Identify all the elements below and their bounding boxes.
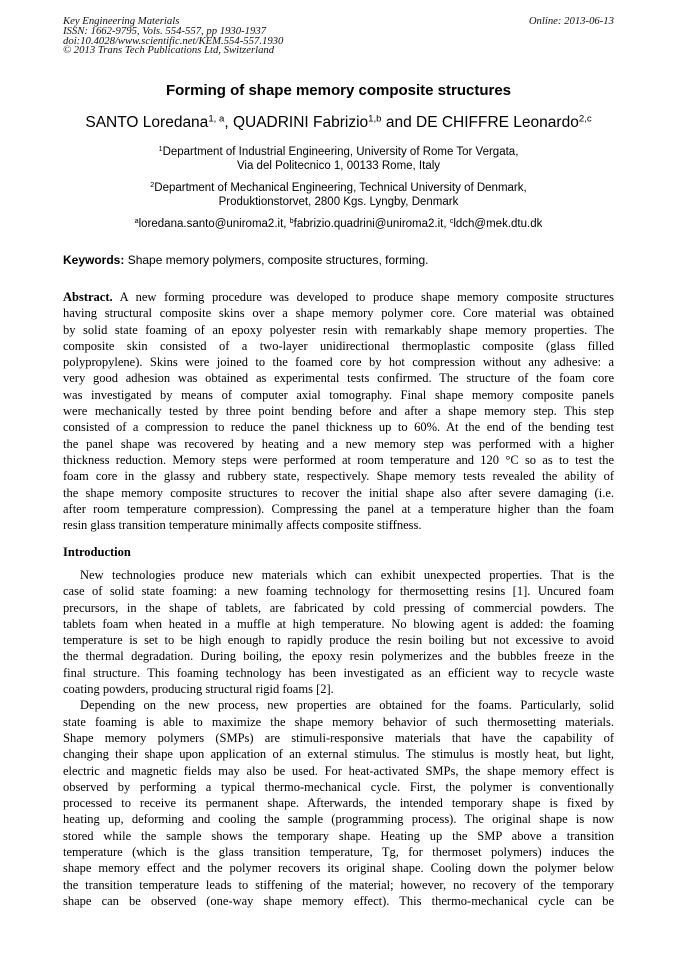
author-name: QUADRINI Fabrizio <box>232 114 369 131</box>
email-marker: a <box>134 217 139 226</box>
body-line: tablets foam when heated in a muffle at high temperature. No blowing agent is added: the foaming <box>63 616 614 631</box>
body-line: observed by performing a typical thermo-mechanical cycle. First, the polymer is conventionally <box>63 779 614 794</box>
abstract-label: Abstract. <box>63 290 113 304</box>
affiliation-block <box>63 181 614 209</box>
author-affiliation-marker: 1,b <box>368 113 382 125</box>
abstract-line: very good adhesion was obtained as experimental tests confirmed. The structure of the foam core <box>63 371 614 386</box>
abstract-line: after room temperature compression). Compressing the panel at a temperature higher than the foam <box>63 501 614 516</box>
body-line: case of solid state foaming: a new foaming technology for thermosetting resins [1]. Uncured foam <box>63 584 614 599</box>
keywords-label: Keywords: <box>63 253 125 267</box>
paper-title: Forming of shape memory composite structures <box>165 82 512 99</box>
email-list: $^a$loredana.santo@uniroma2.it, $^b$fabrizio.quadrini@uniroma2.it, $^c$ldch@mek.dtu.dk <box>134 217 543 230</box>
issn-volume-pages: ISSN: 1662-9795, Vols. 554-557, pp 1930-1937 <box>63 24 267 37</box>
author-list <box>63 114 614 132</box>
author-separator: , <box>224 114 233 131</box>
body-line: Shape memory polymers (SMPs) are stimuli-responsive materials that have the capability of <box>63 730 614 745</box>
email-marker: c <box>449 217 454 226</box>
email-address: loredana.santo@uniroma2.it <box>138 218 284 230</box>
body-line: temperature is set to be high enough to rapidly produce the resin boiling but not excessive to avoid <box>63 633 614 648</box>
abstract-line: the shape memory composite structures to recover the initial shape also after severe damaging (i.e. <box>63 485 614 500</box>
abstract-line: polypropylene). Skins were joined to the foamed core by hot compression without any adhesive: a <box>63 355 614 370</box>
affiliation-line: $^2$Department of Mechanical Engineering, Technical University of Denmark, <box>150 181 527 194</box>
author-name: SANTO Loredana <box>85 114 209 131</box>
affiliation-marker: 1 <box>158 145 163 154</box>
body-line: electric and magnetic fields may also be used. For heat-activated SMPs, the shape memory effect is <box>63 763 614 778</box>
introduction-body <box>63 567 614 909</box>
body-line: shape memory effect and the polymer recovers its original shape. Cooling down the polymer below <box>63 861 614 876</box>
author-name: DE CHIFFRE Leonardo <box>416 114 579 131</box>
online-date: Online: 2013-06-13 <box>528 15 614 27</box>
body-line: Depending on the new process, new properties are obtained for the foams. Particularly, solid <box>80 698 614 713</box>
affiliation-block <box>63 145 614 173</box>
keywords <box>63 253 428 267</box>
body-line: the thermal degradation. During boiling, the epoxy resin polymerizes and the bubbles freeze in the <box>63 649 614 664</box>
abstract-line: by solid state foaming of an epoxy polyester resin with remarkably shape memory properties. The <box>63 322 614 337</box>
affiliation-marker: 2 <box>150 181 155 190</box>
abstract-line: was investigated by means of computer axial tomography. Final shape memory composite panels <box>63 387 614 402</box>
copyright: © 2013 Trans Tech Publications Ltd, Switzerland <box>63 44 275 57</box>
body-line: state foaming is able to maximize the shape memory behavior of such thermosetting materials. <box>63 714 614 729</box>
body-line: changing their shape upon application of an external stimulus. The stimulus is mostly heat, but light, <box>63 747 614 762</box>
abstract-line: the panel shape was recovered by heating and a new memory step was performed with a higher <box>63 436 614 451</box>
email-marker: b <box>289 217 294 226</box>
body-line: final structure. This foaming technology has been investigated as an efficient way to recycle waste <box>63 665 614 680</box>
running-header <box>63 17 283 56</box>
keywords-text: Shape memory polymers, composite structures, forming. <box>127 253 429 267</box>
body-line: heating up, deforming and cooling the sample (programming process). The original shape is now <box>63 812 614 827</box>
abstract-line: composite skin consisted of a two-layer unidirectional thermoplastic composite (glass filled <box>63 338 614 353</box>
body-line: temperature (which is the glass transition temperature, Tg, for thermoset polymers) induces the <box>63 845 614 860</box>
affiliation-line: $^1$Department of Industrial Engineering, University of Rome Tor Vergata, <box>158 145 519 158</box>
section-heading: Introduction <box>63 545 131 559</box>
author-affiliation-marker: 2,c <box>578 113 592 125</box>
body-line: processed to receive its permanent shape. Afterwards, the intended temporary shape is fixed by <box>63 796 614 811</box>
abstract-line: consisted of a compression to reduce the panel thickness up to 60%. At the end of the bending test <box>63 420 614 435</box>
abstract-line: thickness reduction. Memory steps were performed at room temperature and 120 °C so as to test the <box>63 452 614 467</box>
doi: doi:10.4028/www.scientific.net/KEM.554-557.1930 <box>63 34 284 47</box>
abstract <box>63 289 614 533</box>
affiliation-line: Produktionstorvet, 2800 Kgs. Lyngby, Denmark <box>218 196 459 208</box>
body-line: precursors, in the shape of tablets, are fabricated by cold pressing of commercial powders. The <box>63 600 614 615</box>
body-line: stored while the sample shows the temporary shape. Heating up the SMP above a transition <box>63 828 614 843</box>
abstract-line: resin glass transition temperature minimally affects composite stiffness. <box>63 518 422 533</box>
affiliation-line: Via del Politecnico 1, 00133 Rome, Italy <box>236 160 441 172</box>
author-separator: and <box>381 114 416 131</box>
journal-name: Key Engineering Materials <box>63 15 180 27</box>
email-address: fabrizio.quadrini@uniroma2.it <box>293 218 444 230</box>
body-line: coating powders, producing structural rigid foams [2]. <box>63 682 334 697</box>
abstract-line: were mechanically tested by three point bending before and after a shape memory step. This step <box>63 404 614 419</box>
body-line: shape can be observed (one-way shape memory effect). This thermo-mechanical cycle can be <box>63 893 614 908</box>
body-line: New technologies produce new materials which can exhibit unexpected properties. That is the <box>80 568 614 582</box>
abstract-line: foam core in the glassy and rubbery state, respectively. Shape memory tests revealed the ability of <box>63 469 614 484</box>
author-affiliation-marker: 1, a <box>208 113 225 125</box>
body-line: the transition temperature leads to stiffening of the material; however, no recovery of the temporary <box>63 877 614 892</box>
email-address: ldch@mek.dtu.dk <box>453 218 543 230</box>
abstract-line: Abstract. A new forming procedure was developed to produce shape memory composite structures <box>63 290 614 304</box>
abstract-line: having structural composite skins over a shape memory polymer core. Core material was obtained <box>63 306 614 321</box>
